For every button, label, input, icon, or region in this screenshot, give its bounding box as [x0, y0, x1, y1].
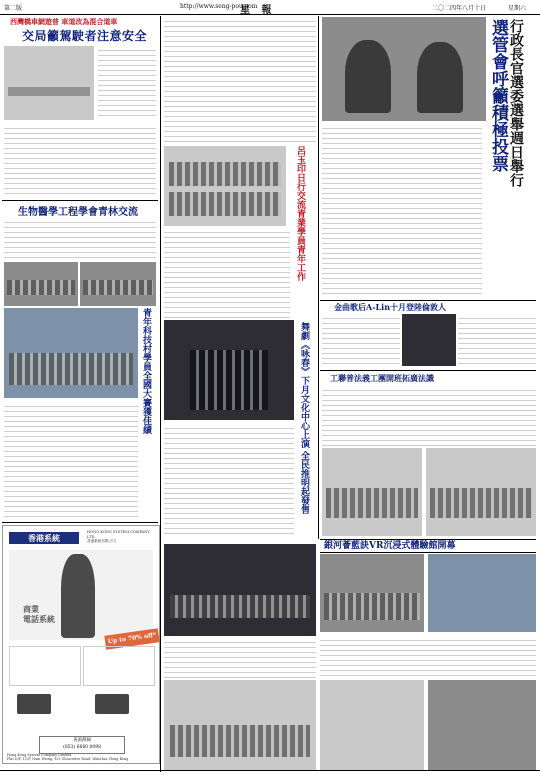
- product-box: [9, 646, 81, 686]
- contact-box: [39, 736, 125, 754]
- vr-photo: [428, 680, 536, 770]
- page-label: 第二版: [4, 5, 23, 12]
- desk-phone-icon: [95, 694, 129, 714]
- company-footer: Hong Kong System Company Limited: [7, 753, 72, 757]
- contact-phone: (853) 6660 0098: [63, 745, 101, 750]
- receptionist-figure: [61, 554, 95, 638]
- company-name: HONG KONG SYSTEM COMPANY LTD.: [87, 530, 150, 539]
- vr-photo: [320, 554, 424, 632]
- phone-system-advertisement[interactable]: [2, 525, 160, 764]
- bridge-photo: [4, 46, 94, 120]
- issue-date: 二〇二四年八月十日: [432, 5, 487, 12]
- page-header: [0, 0, 540, 15]
- company-name-chinese: 香港系統有限公司: [87, 539, 116, 543]
- page-footer-rule: [0, 770, 540, 775]
- stage-photo: [164, 544, 316, 636]
- company-address: Flat D/F, 11/F, Nam Yeung, 129 Gloucester Road, Wanchai, Hong Kong: [7, 757, 129, 761]
- story-body: [4, 218, 156, 260]
- mascot-photo: [320, 680, 424, 770]
- story-body: [322, 124, 482, 296]
- story-body: [320, 636, 536, 676]
- galaxy-headline-bar: [320, 539, 536, 553]
- lead-headline: 選管會呼籲積極投票: [488, 19, 508, 172]
- group-photo: [164, 146, 286, 226]
- dance-photo: [164, 320, 294, 420]
- group-photo: [80, 262, 156, 306]
- award-photo: [4, 308, 138, 398]
- story-body: [164, 17, 316, 143]
- column-rule: [2, 522, 158, 523]
- ad-photo: [9, 550, 157, 646]
- issue-weekday: 星期六: [508, 5, 527, 12]
- desk-phone-icon: [17, 694, 51, 714]
- column-rule: [320, 300, 536, 301]
- slogan-line: 商業: [23, 604, 39, 614]
- column-rule: [160, 16, 161, 772]
- story-body: [164, 228, 290, 318]
- officials-photo: [322, 17, 486, 121]
- story-headline: 交局籲駕駛者注意安全: [22, 29, 148, 43]
- lead-kicker: 行政長官選委選舉週日舉行: [508, 19, 524, 187]
- story-body: [322, 314, 400, 368]
- class-photo: [322, 448, 422, 536]
- column-rule: [2, 200, 158, 201]
- story-body: [458, 314, 536, 368]
- group-photo: [4, 262, 78, 306]
- slogan-line: 電話系統: [23, 614, 55, 624]
- site-url[interactable]: http://www.seng-pou.com: [180, 3, 258, 10]
- class-photo: [426, 448, 536, 536]
- discount-badge: Up to 70% off*: [104, 628, 159, 649]
- contact-label: 查詢熱線: [73, 738, 91, 743]
- story-body: [98, 46, 156, 120]
- singer-photo: [402, 314, 456, 366]
- column-rule: [318, 16, 319, 539]
- story-headline: 工聯普法義工團開班拓廣法識: [330, 373, 434, 383]
- story-body: [164, 638, 316, 678]
- story-body: [164, 424, 294, 534]
- column-rule: [320, 370, 536, 371]
- advertiser-logo: 香港系統: [9, 532, 79, 544]
- story-subheadline: 西灣橋車網遊普 車道改為混合道車: [10, 17, 118, 26]
- story-body: [4, 402, 138, 520]
- event-photo: [164, 680, 316, 770]
- story-headline: 呂玉印日行交流青業學員青年工作: [295, 146, 305, 281]
- story-headline: 舞劇《咏春》下月文化中心上演 全民推明起發售: [299, 322, 309, 515]
- product-box: [83, 646, 155, 686]
- story-body: [322, 386, 536, 446]
- story-headline: 生物醫學工程學會青林交流: [18, 207, 138, 218]
- vr-photo: [428, 554, 536, 632]
- masthead: 星 報: [240, 5, 276, 16]
- story-headline: 銀河薈藍訣VR沉浸式體驗館開幕: [324, 541, 456, 551]
- story-headline: 青年科技村學員全國大賽獲佳績: [141, 308, 151, 434]
- story-body: [4, 124, 156, 198]
- story-headline: 金曲歌后A-Lin十月登陸倫敦人: [334, 302, 447, 312]
